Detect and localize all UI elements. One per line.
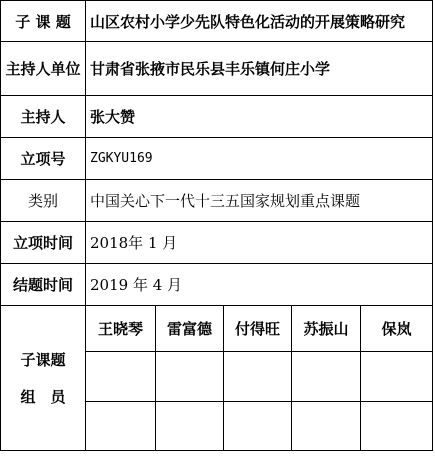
- blank-cell: [156, 402, 224, 451]
- member-name: 王晓琴: [86, 306, 156, 352]
- label-subject: 子 课 题: [1, 1, 86, 42]
- member-name: 保岚: [361, 306, 433, 352]
- row-subject: [1, 1, 433, 42]
- row-end-date: [1, 264, 433, 306]
- member-name: 付得旺: [224, 306, 292, 352]
- member-name: 苏振山: [292, 306, 361, 352]
- label-project-number: 立项号: [1, 138, 86, 180]
- value-host-unit: 甘肃省张掖市民乐县丰乐镇何庄小学: [86, 42, 433, 96]
- blank-cell: [292, 402, 361, 451]
- label-members-line1: 子课题: [20, 351, 66, 369]
- value-start-date: 2018年 1 月: [86, 222, 433, 264]
- blank-cell: [361, 352, 433, 402]
- value-end-date: 2019 年 4 月: [86, 264, 433, 306]
- label-end-date: 结题时间: [1, 264, 86, 306]
- member-name: 雷富德: [156, 306, 224, 352]
- label-start-date: 立项时间: [1, 222, 86, 264]
- label-members: [1, 306, 86, 451]
- label-host: 主持人: [1, 96, 86, 138]
- row-start-date: [1, 222, 433, 264]
- blank-cell: [156, 352, 224, 402]
- label-host-unit: 主持人单位: [1, 42, 86, 96]
- label-category: 类别: [1, 180, 86, 222]
- row-project-number: [1, 138, 433, 180]
- label-members-line2: 组 员: [20, 388, 66, 406]
- row-host-unit: [1, 42, 433, 96]
- blank-cell: [224, 402, 292, 451]
- blank-cell: [361, 402, 433, 451]
- row-host: [1, 96, 433, 138]
- blank-cell: [292, 352, 361, 402]
- blank-cell: [86, 402, 156, 451]
- value-subject: 山区农村小学少先队特色化活动的开展策略研究: [86, 1, 433, 42]
- value-category: 中国关心下一代十三五国家规划重点课题: [86, 180, 433, 222]
- blank-cell: [224, 352, 292, 402]
- row-members-names: [1, 306, 433, 352]
- row-category: [1, 180, 433, 222]
- value-host: 张大赞: [86, 96, 433, 138]
- value-project-number: ZGKYU169: [86, 138, 433, 180]
- blank-cell: [86, 352, 156, 402]
